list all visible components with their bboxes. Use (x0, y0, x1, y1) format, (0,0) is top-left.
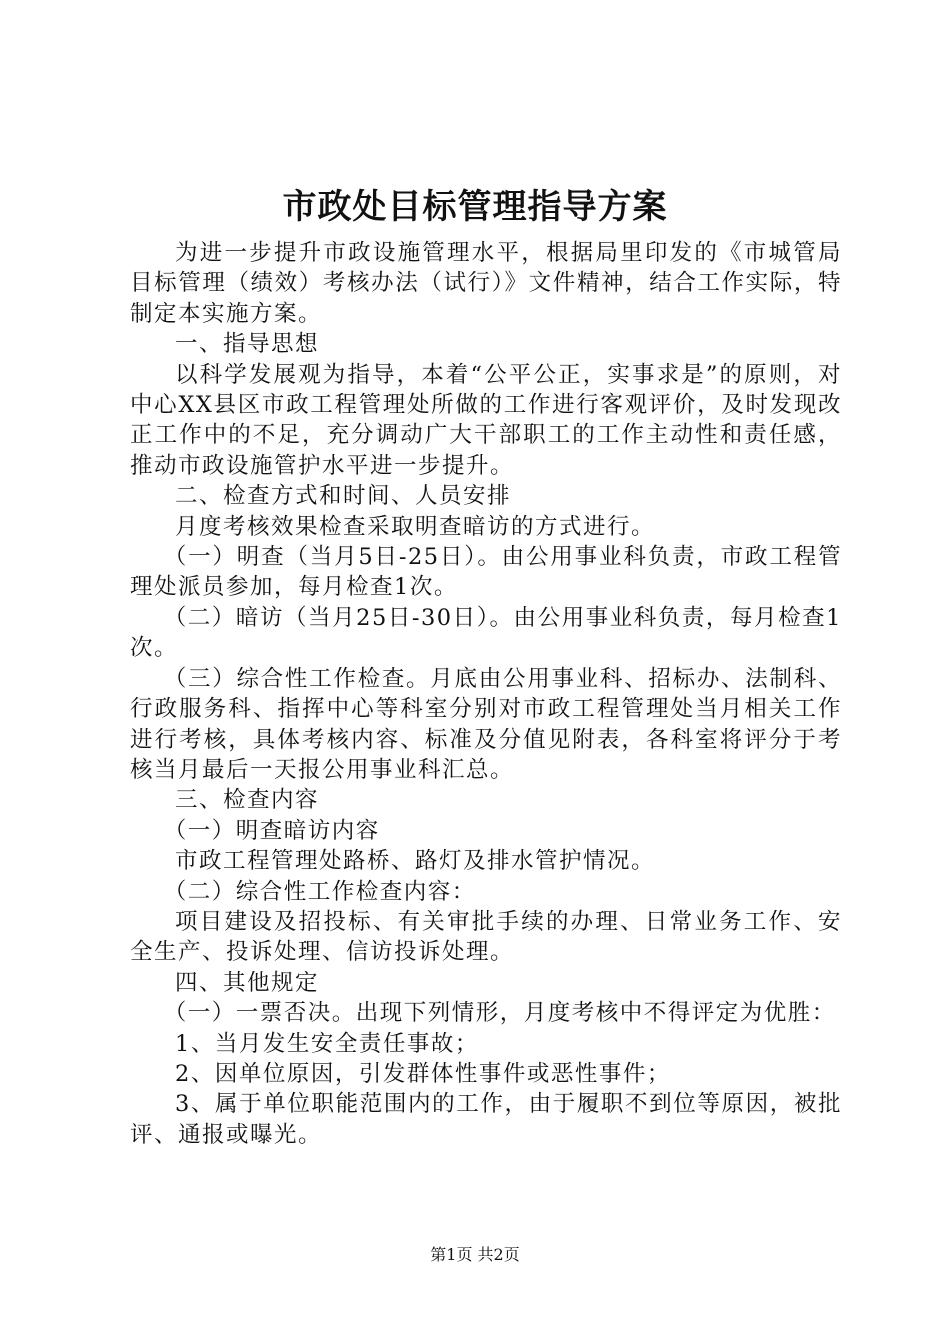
veto-item-1: 1、当月发生安全责任事故； (175, 1030, 479, 1057)
open-secret-content-paragraph: 市政工程管理处路桥、路灯及排水管护情况。 (175, 848, 656, 875)
section-heading-inspection-method: 二、检查方式和时间、人员安排 (175, 483, 512, 510)
guiding-ideology-paragraph: 以科学发展观为指导，本着“公平公正，实事求是”的原则，对中心XX县区市政工程管理处所做的工作进行客观评价，及时发现改正工作中的不足，充分调动广大干部职工的工作主动性和责任感，推动市政设施管护水平进一步提升。 (130, 361, 842, 479)
veto-item-2: 2、因单位原因，引发群体性事件或恶性事件； (175, 1060, 671, 1087)
subheading-comprehensive-content: （二）综合性工作检查内容： (163, 878, 476, 905)
document-body (130, 238, 842, 1150)
section-heading-other-rules: 四、其他规定 (175, 969, 320, 996)
comprehensive-content-paragraph: 项目建设及招投标、有关审批手续的办理、日常业务工作、安全生产、投诉处理、信访投诉处理。 (130, 908, 842, 966)
section-heading-inspection-content: 三、检查内容 (175, 787, 320, 814)
section-heading-guiding-ideology: 一、指导思想 (175, 331, 320, 358)
document-title: 市政处目标管理指导方案 (282, 187, 668, 227)
page-footer: 第1页 共2页 (430, 1245, 520, 1264)
comprehensive-inspection-paragraph: （三）综合性工作检查。月底由公用事业科、招标办、法制科、行政服务科、指挥中心等科室分别对市政工程管理处当月相关工作进行考核，具体考核内容、标准及分值见附表，各科室将评分于考核当月最后一天报公用事业科汇总。 (130, 665, 842, 783)
open-inspection-paragraph: （一）明查（当月5日-25日）。由公用事业科负责，市政工程管理处派员参加，每月检查1次。 (130, 544, 842, 601)
intro-paragraph: 为进一步提升市政设施管理水平，根据局里印发的《市城管局目标管理（绩效）考核办法（试行）》文件精神，结合工作实际，特制定本实施方案。 (130, 240, 842, 327)
inspection-method-paragraph: 月度考核效果检查采取明查暗访的方式进行。 (175, 513, 656, 540)
secret-visit-paragraph: （二）暗访（当月25日-30日）。由公用事业科负责，每月检查1次。 (130, 604, 842, 662)
veto-rule-paragraph: （一）一票否决。出现下列情形，月度考核中不得评定为优胜： (163, 1000, 836, 1027)
subheading-open-secret-content: （一）明查暗访内容 (163, 817, 380, 844)
veto-item-3: 3、属于单位职能范围内的工作，由于履职不到位等原因，被批评、通报或曝光。 (130, 1091, 842, 1148)
